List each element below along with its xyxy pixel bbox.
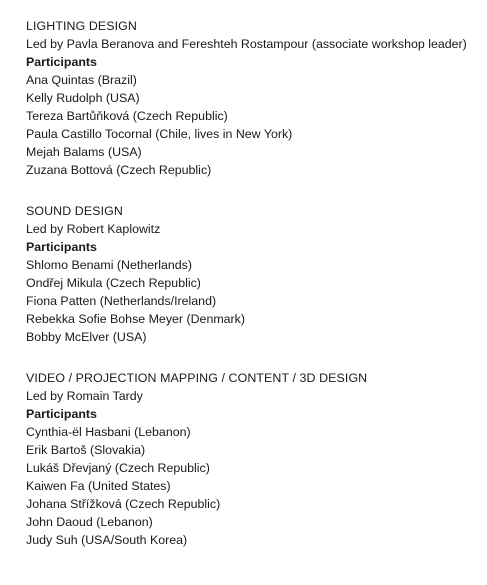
participant-item: Erik Bartoš (Slovakia) bbox=[26, 443, 146, 457]
led-by-text: Led by Pavla Beranova and Fereshteh Rostampour (associate workshop leader) bbox=[26, 37, 467, 51]
participant-item: Rebekka Sofie Bohse Meyer (Denmark) bbox=[26, 312, 245, 326]
participant-item: Kelly Rudolph (USA) bbox=[26, 91, 140, 105]
section-lighting-design bbox=[26, 17, 471, 179]
participant-item: Ondřej Mikula (Czech Republic) bbox=[26, 276, 201, 290]
participant-item: Johana Střížková (Czech Republic) bbox=[26, 497, 221, 511]
participant-item: Lukáš Dřevjaný (Czech Republic) bbox=[26, 461, 210, 475]
participant-item: Paula Castillo Tocornal (Chile, lives in New York) bbox=[26, 127, 293, 141]
participant-item: Shlomo Benami (Netherlands) bbox=[26, 258, 192, 272]
participant-item: John Daoud (Lebanon) bbox=[26, 515, 153, 529]
participant-item: Cynthia-ël Hasbani (Lebanon) bbox=[26, 425, 191, 439]
participant-item: Ana Quintas (Brazil) bbox=[26, 73, 137, 87]
section-heading: VIDEO / PROJECTION MAPPING / CONTENT / 3D DESIGN bbox=[26, 371, 368, 385]
led-by-text: Led by Romain Tardy bbox=[26, 389, 143, 403]
participant-item: Mejah Balams (USA) bbox=[26, 145, 142, 159]
participant-item: Zuzana Bottová (Czech Republic) bbox=[26, 163, 212, 177]
section-sound-design bbox=[26, 202, 471, 346]
section-heading: SOUND DESIGN bbox=[26, 204, 123, 218]
led-by-text: Led by Robert Kaplowitz bbox=[26, 222, 161, 236]
participants-label: Participants bbox=[26, 407, 97, 421]
participant-item: Tereza Bartůňková (Czech Republic) bbox=[26, 109, 228, 123]
participant-item: Judy Suh (USA/South Korea) bbox=[26, 533, 188, 547]
participant-item: Bobby McElver (USA) bbox=[26, 330, 147, 344]
section-video-projection-design bbox=[26, 369, 471, 549]
participant-item: Fiona Patten (Netherlands/Ireland) bbox=[26, 294, 217, 308]
workshop-document bbox=[26, 17, 471, 549]
participants-label: Participants bbox=[26, 240, 97, 254]
participants-label: Participants bbox=[26, 55, 97, 69]
participant-item: Kaiwen Fa (United States) bbox=[26, 479, 171, 493]
section-heading: LIGHTING DESIGN bbox=[26, 19, 137, 33]
